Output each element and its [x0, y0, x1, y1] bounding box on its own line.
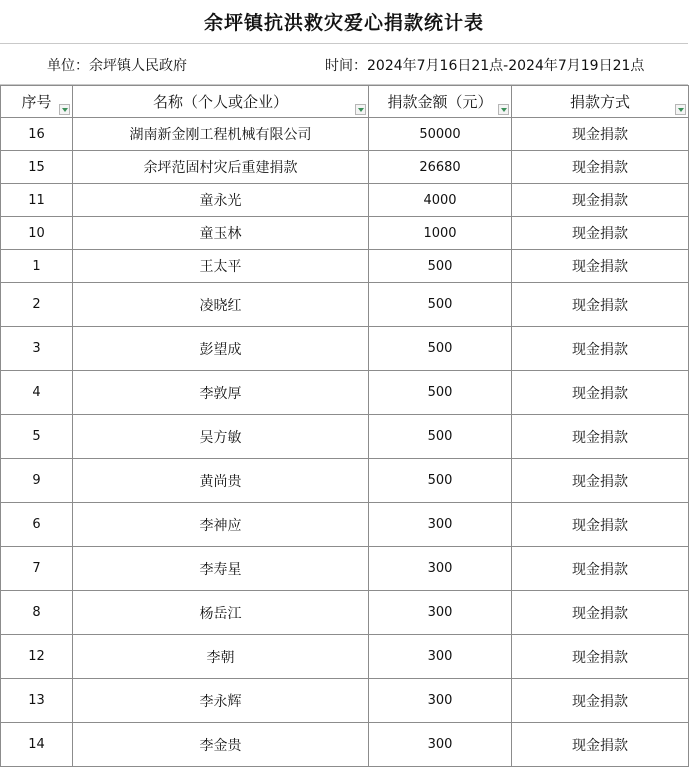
index-cell[interactable]: 4: [1, 371, 73, 415]
table-row: [1, 327, 689, 371]
amount-cell[interactable]: 300: [369, 679, 512, 723]
name-cell[interactable]: 童玉林: [73, 217, 369, 250]
index-cell[interactable]: 3: [1, 327, 73, 371]
name-cell[interactable]: 李朝: [73, 635, 369, 679]
method-cell[interactable]: 现金捐款: [512, 118, 689, 151]
amount-cell[interactable]: 500: [369, 250, 512, 283]
amount-cell[interactable]: 300: [369, 547, 512, 591]
method-cell[interactable]: 现金捐款: [512, 283, 689, 327]
table-row: [1, 547, 689, 591]
index-cell[interactable]: 8: [1, 591, 73, 635]
index-cell[interactable]: 11: [1, 184, 73, 217]
table-row: [1, 250, 689, 283]
name-cell[interactable]: 李寿星: [73, 547, 369, 591]
name-cell[interactable]: 童永光: [73, 184, 369, 217]
header-label: 名称（个人或企业）: [152, 93, 288, 111]
index-cell[interactable]: 1: [1, 250, 73, 283]
name-cell[interactable]: 凌晓红: [73, 283, 369, 327]
table-row: [1, 217, 689, 250]
table-row: [1, 283, 689, 327]
amount-cell[interactable]: 500: [369, 371, 512, 415]
index-cell[interactable]: 15: [1, 151, 73, 184]
filter-dropdown-icon[interactable]: [355, 104, 366, 115]
time-range-label: 时间：2024年7月16日21点-2024年7月19日21点: [325, 58, 645, 74]
table-row: [1, 118, 689, 151]
info-row: [0, 43, 688, 85]
amount-cell[interactable]: 26680: [369, 151, 512, 184]
table-row: [1, 591, 689, 635]
amount-cell[interactable]: 500: [369, 283, 512, 327]
index-cell[interactable]: 6: [1, 503, 73, 547]
method-cell[interactable]: 现金捐款: [512, 184, 689, 217]
method-cell[interactable]: 现金捐款: [512, 327, 689, 371]
index-cell[interactable]: 10: [1, 217, 73, 250]
name-cell[interactable]: 黄尚贵: [73, 459, 369, 503]
amount-cell[interactable]: 1000: [369, 217, 512, 250]
amount-cell[interactable]: 300: [369, 635, 512, 679]
amount-cell[interactable]: 4000: [369, 184, 512, 217]
method-cell[interactable]: 现金捐款: [512, 503, 689, 547]
header-cell-index: [1, 86, 73, 118]
method-cell[interactable]: 现金捐款: [512, 459, 689, 503]
name-cell[interactable]: 李永辉: [73, 679, 369, 723]
amount-cell[interactable]: 300: [369, 503, 512, 547]
header-cell-method: [512, 86, 689, 118]
amount-cell[interactable]: 300: [369, 591, 512, 635]
method-cell[interactable]: 现金捐款: [512, 250, 689, 283]
index-cell[interactable]: 14: [1, 723, 73, 767]
name-cell[interactable]: 湖南新金刚工程机械有限公司: [73, 118, 369, 151]
table-row: [1, 635, 689, 679]
table-row: [1, 679, 689, 723]
title-row: [0, 0, 688, 44]
unit-label: 单位：余坪镇人民政府: [47, 58, 187, 74]
method-cell[interactable]: 现金捐款: [512, 415, 689, 459]
name-cell[interactable]: 李金贵: [73, 723, 369, 767]
method-cell[interactable]: 现金捐款: [512, 151, 689, 184]
method-cell[interactable]: 现金捐款: [512, 371, 689, 415]
name-cell[interactable]: 彭望成: [73, 327, 369, 371]
index-cell[interactable]: 5: [1, 415, 73, 459]
name-cell[interactable]: 余坪范固村灾后重建捐款: [73, 151, 369, 184]
amount-cell[interactable]: 300: [369, 723, 512, 767]
table-body: [1, 118, 689, 767]
amount-cell[interactable]: 500: [369, 415, 512, 459]
method-cell[interactable]: 现金捐款: [512, 679, 689, 723]
name-cell[interactable]: 杨岳江: [73, 591, 369, 635]
donation-table: [0, 85, 689, 767]
index-cell[interactable]: 7: [1, 547, 73, 591]
filter-dropdown-icon[interactable]: [498, 104, 509, 115]
method-cell[interactable]: 现金捐款: [512, 723, 689, 767]
amount-cell[interactable]: 500: [369, 327, 512, 371]
filter-dropdown-icon[interactable]: [675, 104, 686, 115]
table-row: [1, 151, 689, 184]
name-cell[interactable]: 李神应: [73, 503, 369, 547]
table-row: [1, 459, 689, 503]
name-cell[interactable]: 吴方敏: [73, 415, 369, 459]
header-label: 序号: [21, 93, 52, 111]
index-cell[interactable]: 2: [1, 283, 73, 327]
amount-cell[interactable]: 50000: [369, 118, 512, 151]
index-cell[interactable]: 16: [1, 118, 73, 151]
method-cell[interactable]: 现金捐款: [512, 591, 689, 635]
index-cell[interactable]: 9: [1, 459, 73, 503]
name-cell[interactable]: 王太平: [73, 250, 369, 283]
method-cell[interactable]: 现金捐款: [512, 217, 689, 250]
table-row: [1, 415, 689, 459]
method-cell[interactable]: 现金捐款: [512, 635, 689, 679]
table-row: [1, 723, 689, 767]
method-cell[interactable]: 现金捐款: [512, 547, 689, 591]
filter-dropdown-icon[interactable]: [59, 104, 70, 115]
header-cell-name: [73, 86, 369, 118]
header-row: [1, 86, 689, 118]
table-row: [1, 184, 689, 217]
table-row: [1, 371, 689, 415]
sheet-title: 余坪镇抗洪救灾爱心捐款统计表: [203, 12, 484, 34]
header-label: 捐款金额（元）: [387, 93, 493, 111]
index-cell[interactable]: 12: [1, 635, 73, 679]
name-cell[interactable]: 李敦厚: [73, 371, 369, 415]
amount-cell[interactable]: 500: [369, 459, 512, 503]
table-row: [1, 503, 689, 547]
header-cell-amount: [369, 86, 512, 118]
header-label: 捐款方式: [569, 93, 630, 111]
index-cell[interactable]: 13: [1, 679, 73, 723]
